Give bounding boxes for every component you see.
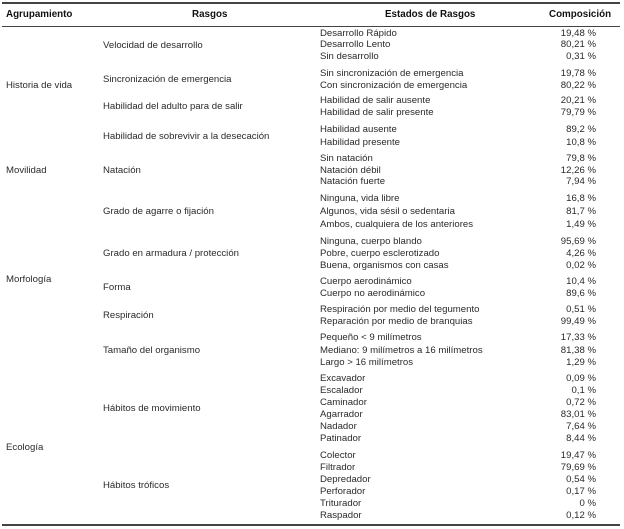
group-label: Movilidad [6, 165, 47, 176]
state-label: Excavador [320, 373, 366, 384]
composition-value: 19,47 % [560, 450, 596, 461]
trait-label: Hábitos tróficos [103, 480, 170, 491]
trait-label: Habilidad de sobrevivir a la desecación [103, 130, 270, 142]
composition-value: 19,48 % [560, 28, 596, 39]
state-label: Reparación por medio de branquias [320, 316, 473, 327]
state-label: Pobre, cuerpo esclerotizado [320, 248, 440, 259]
state-label: Escalador [320, 385, 363, 396]
state-label: Sin natación [320, 153, 373, 164]
composition-value: 83,01 % [560, 409, 596, 420]
composition-value: 7,94 % [566, 176, 596, 187]
composition-value: 99,49 % [560, 316, 596, 327]
trait-label: Hábitos de movimiento [103, 403, 201, 414]
composition-value: 81,7 % [566, 206, 596, 217]
composition-value: 8,44 % [566, 433, 596, 444]
state-label: Sin desarrollo [320, 51, 379, 62]
composition-value: 81,38 % [560, 345, 596, 356]
header-states: Estados de Rasgos [385, 9, 476, 20]
state-label: Cuerpo aerodinámico [320, 276, 412, 287]
state-label: Patinador [320, 433, 362, 444]
composition-value: 0,09 % [566, 373, 596, 384]
state-label: Habilidad de salir presente [320, 107, 434, 118]
state-label: Cuerpo no aerodinámico [320, 288, 426, 299]
state-label: Ninguna, vida libre [320, 193, 400, 204]
trait-label: Habilidad del adulto para de salir [103, 101, 243, 112]
composition-value: 10,8 % [566, 137, 596, 148]
composition-value: 79,79 % [560, 107, 596, 118]
composition-value: 10,4 % [566, 276, 596, 287]
state-label: Nadador [320, 421, 357, 432]
state-label: Habilidad de salir ausente [320, 95, 431, 106]
composition-value: 79,8 % [566, 153, 596, 164]
composition-value: 0,1 % [571, 385, 596, 396]
composition-value: 80,22 % [560, 80, 596, 91]
state-label: Ninguna, cuerpo blando [320, 236, 422, 247]
header-group: Agrupamiento [6, 9, 73, 20]
composition-value: 7,64 % [566, 421, 596, 432]
composition-value: 80,21 % [560, 39, 596, 50]
group-label: Ecología [6, 442, 44, 453]
composition-value: 0,51 % [566, 304, 596, 315]
composition-value: 0,72 % [566, 397, 596, 408]
state-label: Sin sincronización de emergencia [320, 68, 464, 79]
state-label: Desarrollo Lento [320, 39, 391, 50]
header-trait: Rasgos [192, 9, 228, 20]
state-label: Triturador [320, 498, 362, 509]
composition-value: 0,54 % [566, 474, 596, 485]
composition-value: 0,12 % [566, 510, 596, 521]
trait-label: Natación [103, 164, 141, 176]
composition-value: 95,69 % [560, 236, 596, 247]
composition-value: 20,21 % [560, 95, 596, 106]
state-label: Natación fuerte [320, 176, 386, 187]
composition-value: 17,33 % [560, 332, 596, 343]
state-label: Pequeño < 9 milímetros [320, 332, 422, 343]
state-label: Buena, organismos con casas [320, 260, 449, 271]
composition-value: 19,78 % [560, 68, 596, 79]
top-rule [2, 2, 620, 4]
state-label: Respiración por medio del tegumento [320, 304, 480, 315]
composition-value: 0,02 % [566, 260, 596, 271]
group-label: Historia de vida [6, 80, 73, 91]
trait-label: Tamaño del organismo [103, 344, 201, 356]
composition-value: 4,26 % [566, 248, 596, 259]
state-label: Caminador [320, 397, 367, 408]
state-label: Depredador [320, 474, 371, 485]
state-label: Ambos, cualquiera de los anteriores [320, 219, 474, 230]
header-rule [2, 26, 620, 27]
header-composition: Composición [549, 9, 612, 20]
state-label: Natación débil [320, 165, 381, 176]
state-label: Largo > 16 milímetros [320, 357, 414, 368]
composition-value: 16,8 % [566, 193, 596, 204]
composition-value: 89,2 % [566, 124, 596, 135]
state-label: Raspador [320, 510, 362, 521]
state-label: Perforador [320, 486, 366, 497]
trait-label: Velocidad de desarrollo [103, 39, 203, 51]
trait-label: Grado de agarre o fijación [103, 206, 214, 217]
bottom-rule [2, 524, 620, 526]
composition-value: 0,17 % [566, 486, 596, 497]
composition-value: 12,26 % [560, 165, 596, 176]
state-label: Habilidad presente [320, 137, 401, 148]
state-label: Algunos, vida sésil o sedentaria [320, 206, 455, 217]
composition-value: 0 % [579, 498, 596, 509]
composition-value: 89,6 % [566, 288, 596, 299]
group-label: Morfología [6, 274, 52, 285]
composition-value: 1,29 % [566, 357, 596, 368]
trait-label: Grado en armadura / protección [103, 248, 239, 259]
state-label: Colector [320, 450, 356, 461]
state-label: Habilidad ausente [320, 124, 397, 135]
state-label: Desarrollo Rápido [320, 28, 397, 39]
trait-label: Sincronización de emergencia [103, 74, 232, 85]
composition-value: 79,69 % [560, 462, 596, 473]
trait-label: Forma [103, 282, 131, 293]
trait-label: Respiración [103, 310, 154, 321]
composition-value: 1,49 % [566, 219, 596, 230]
state-label: Filtrador [320, 462, 356, 473]
state-label: Agarrador [320, 409, 363, 420]
state-label: Con sincronización de emergencia [320, 80, 468, 91]
composition-value: 0,31 % [566, 51, 596, 62]
state-label: Mediano: 9 milímetros a 16 milímetros [320, 345, 483, 356]
